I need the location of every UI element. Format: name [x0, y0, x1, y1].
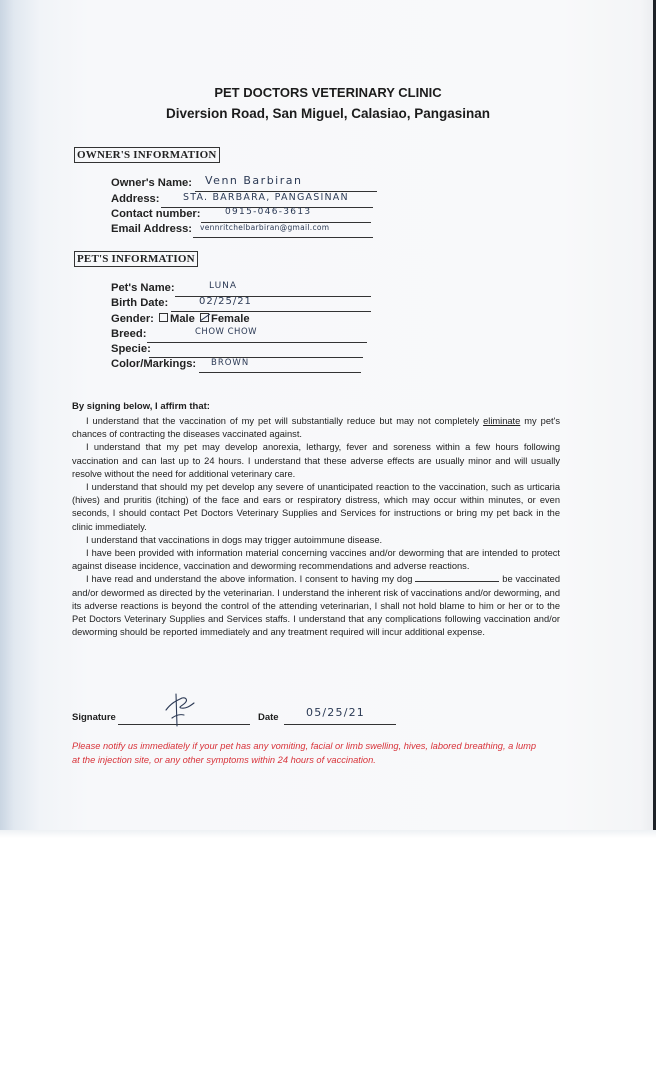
scan-bottom-edge — [0, 830, 656, 838]
pet-birthdate-field — [111, 297, 373, 313]
consent-lead: By signing below, I affirm that: — [72, 401, 210, 412]
pet-birthdate-line — [171, 311, 371, 312]
pet-specie-label: Specie: — [111, 343, 151, 355]
owner-email-field — [111, 223, 379, 239]
owner-contact-field — [111, 208, 379, 224]
date-value: 05/25/21 — [306, 706, 366, 719]
owner-address-label: Address: — [111, 193, 160, 205]
female-option-label: Female — [211, 313, 250, 325]
pet-color-field — [111, 358, 373, 374]
consent-paragraph-2: I understand that my pet may develop anorexia, lethargy, fever and soreness within a few hours following vaccination and can last up to 24 hours. I understand that these adverse effects are usually minor and will usually resolve without the need for additional veterinary care. — [72, 442, 560, 479]
consent-paragraph-6: I have read and understand the above information. I consent to having my dog be vaccinated and/or dewormed as directed by the veterinarian. I understand the inherent risk of vaccinations and/or deworming, and its adverse reactions is beyond the control of the attending veterinarian, I shall not hold blame to him or her or to the Pet Doctors Veterinary Supplies and Services staffs. I understand that any complications following vaccination and/or deworming should be reported immediately and any treatment required will incur additional expense. — [72, 574, 560, 638]
pet-breed-label: Breed: — [111, 328, 147, 340]
owner-name-value: Venn Barbiran — [205, 174, 303, 187]
owner-email-value: vennritchelbarbiran@gmail.com — [200, 223, 330, 232]
signature-field — [72, 712, 252, 726]
consent-paragraph-4: I understand that vaccinations in dogs may trigger autoimmune disease. — [86, 534, 383, 545]
consent-paragraph-5: I have been provided with information material concerning vaccines and/or deworming that are intended to protect against disease incidence, vaccination and deworming recommendations and adverse reactions. — [72, 548, 560, 572]
eliminate-underlined: eliminate — [483, 416, 521, 426]
handwritten-signature — [158, 688, 206, 728]
pet-section-title: PET'S INFORMATION — [74, 251, 198, 267]
owner-contact-label: Contact number: — [111, 208, 201, 220]
owner-email-label: Email Address: — [111, 223, 193, 235]
date-label: Date — [258, 712, 279, 723]
consent-text — [72, 415, 560, 639]
clinic-name: PET DOCTORS VETERINARY CLINIC — [214, 85, 442, 100]
pet-birthdate-label: Birth Date: — [111, 297, 169, 309]
date-line — [284, 724, 396, 725]
pet-gender-label: Gender: — [111, 313, 154, 325]
pet-color-line — [199, 372, 361, 373]
owner-section-title: OWNER'S INFORMATION — [74, 147, 220, 163]
consent-paragraph-1: I understand that the vaccination of my pet will substantially reduce but may not completely eliminate my pet's chances of contracting the diseases vaccinated against. — [72, 416, 560, 440]
pet-breed-field — [111, 328, 373, 344]
date-field — [258, 706, 398, 726]
female-checkbox[interactable] — [200, 313, 209, 322]
pet-birthdate-value: 02/25/21 — [199, 296, 252, 307]
pet-color-label: Color/Markings: — [111, 358, 197, 370]
clinic-address: Diversion Road, San Miguel, Calasiao, Pangasinan — [165, 106, 491, 121]
dog-name-blank — [415, 573, 499, 582]
owner-address-value: STA. BARBARA, PANGASINAN — [183, 192, 349, 203]
male-checkbox[interactable] — [159, 313, 168, 322]
owner-contact-value: 0915-046-3613 — [225, 207, 312, 217]
signature-label: Signature — [72, 712, 116, 723]
owner-name-label: Owner's Name: — [111, 177, 193, 189]
consent-paragraph-3: I understand that should my pet develop any severe of unanticipated reaction to the vaccination, such as urticaria (hives) and pruritis (itching) of the face and ears or respiratory distress, which may occur within minutes, or even seconds, I should contact Pet Doctors Veterinary Supplies and Services for instructions or bring my pet back in the clinic immediately. — [72, 482, 560, 532]
owner-name-field — [111, 174, 379, 193]
pet-name-value: LUNA — [209, 281, 238, 291]
pet-color-value: BROWN — [211, 358, 250, 368]
pet-specie-field — [111, 343, 373, 359]
male-option-label: Male — [170, 313, 195, 325]
notice-text: Please notify us immediately if your pet has any vomiting, facial or limb swelling, hives, labored breathing, a lump at the injection site, or any other symptoms within 24 hours of vaccination. — [72, 741, 537, 765]
pet-name-label: Pet's Name: — [111, 282, 175, 294]
owner-email-line — [193, 237, 373, 238]
pet-breed-value: CHOW CHOW — [195, 327, 258, 337]
